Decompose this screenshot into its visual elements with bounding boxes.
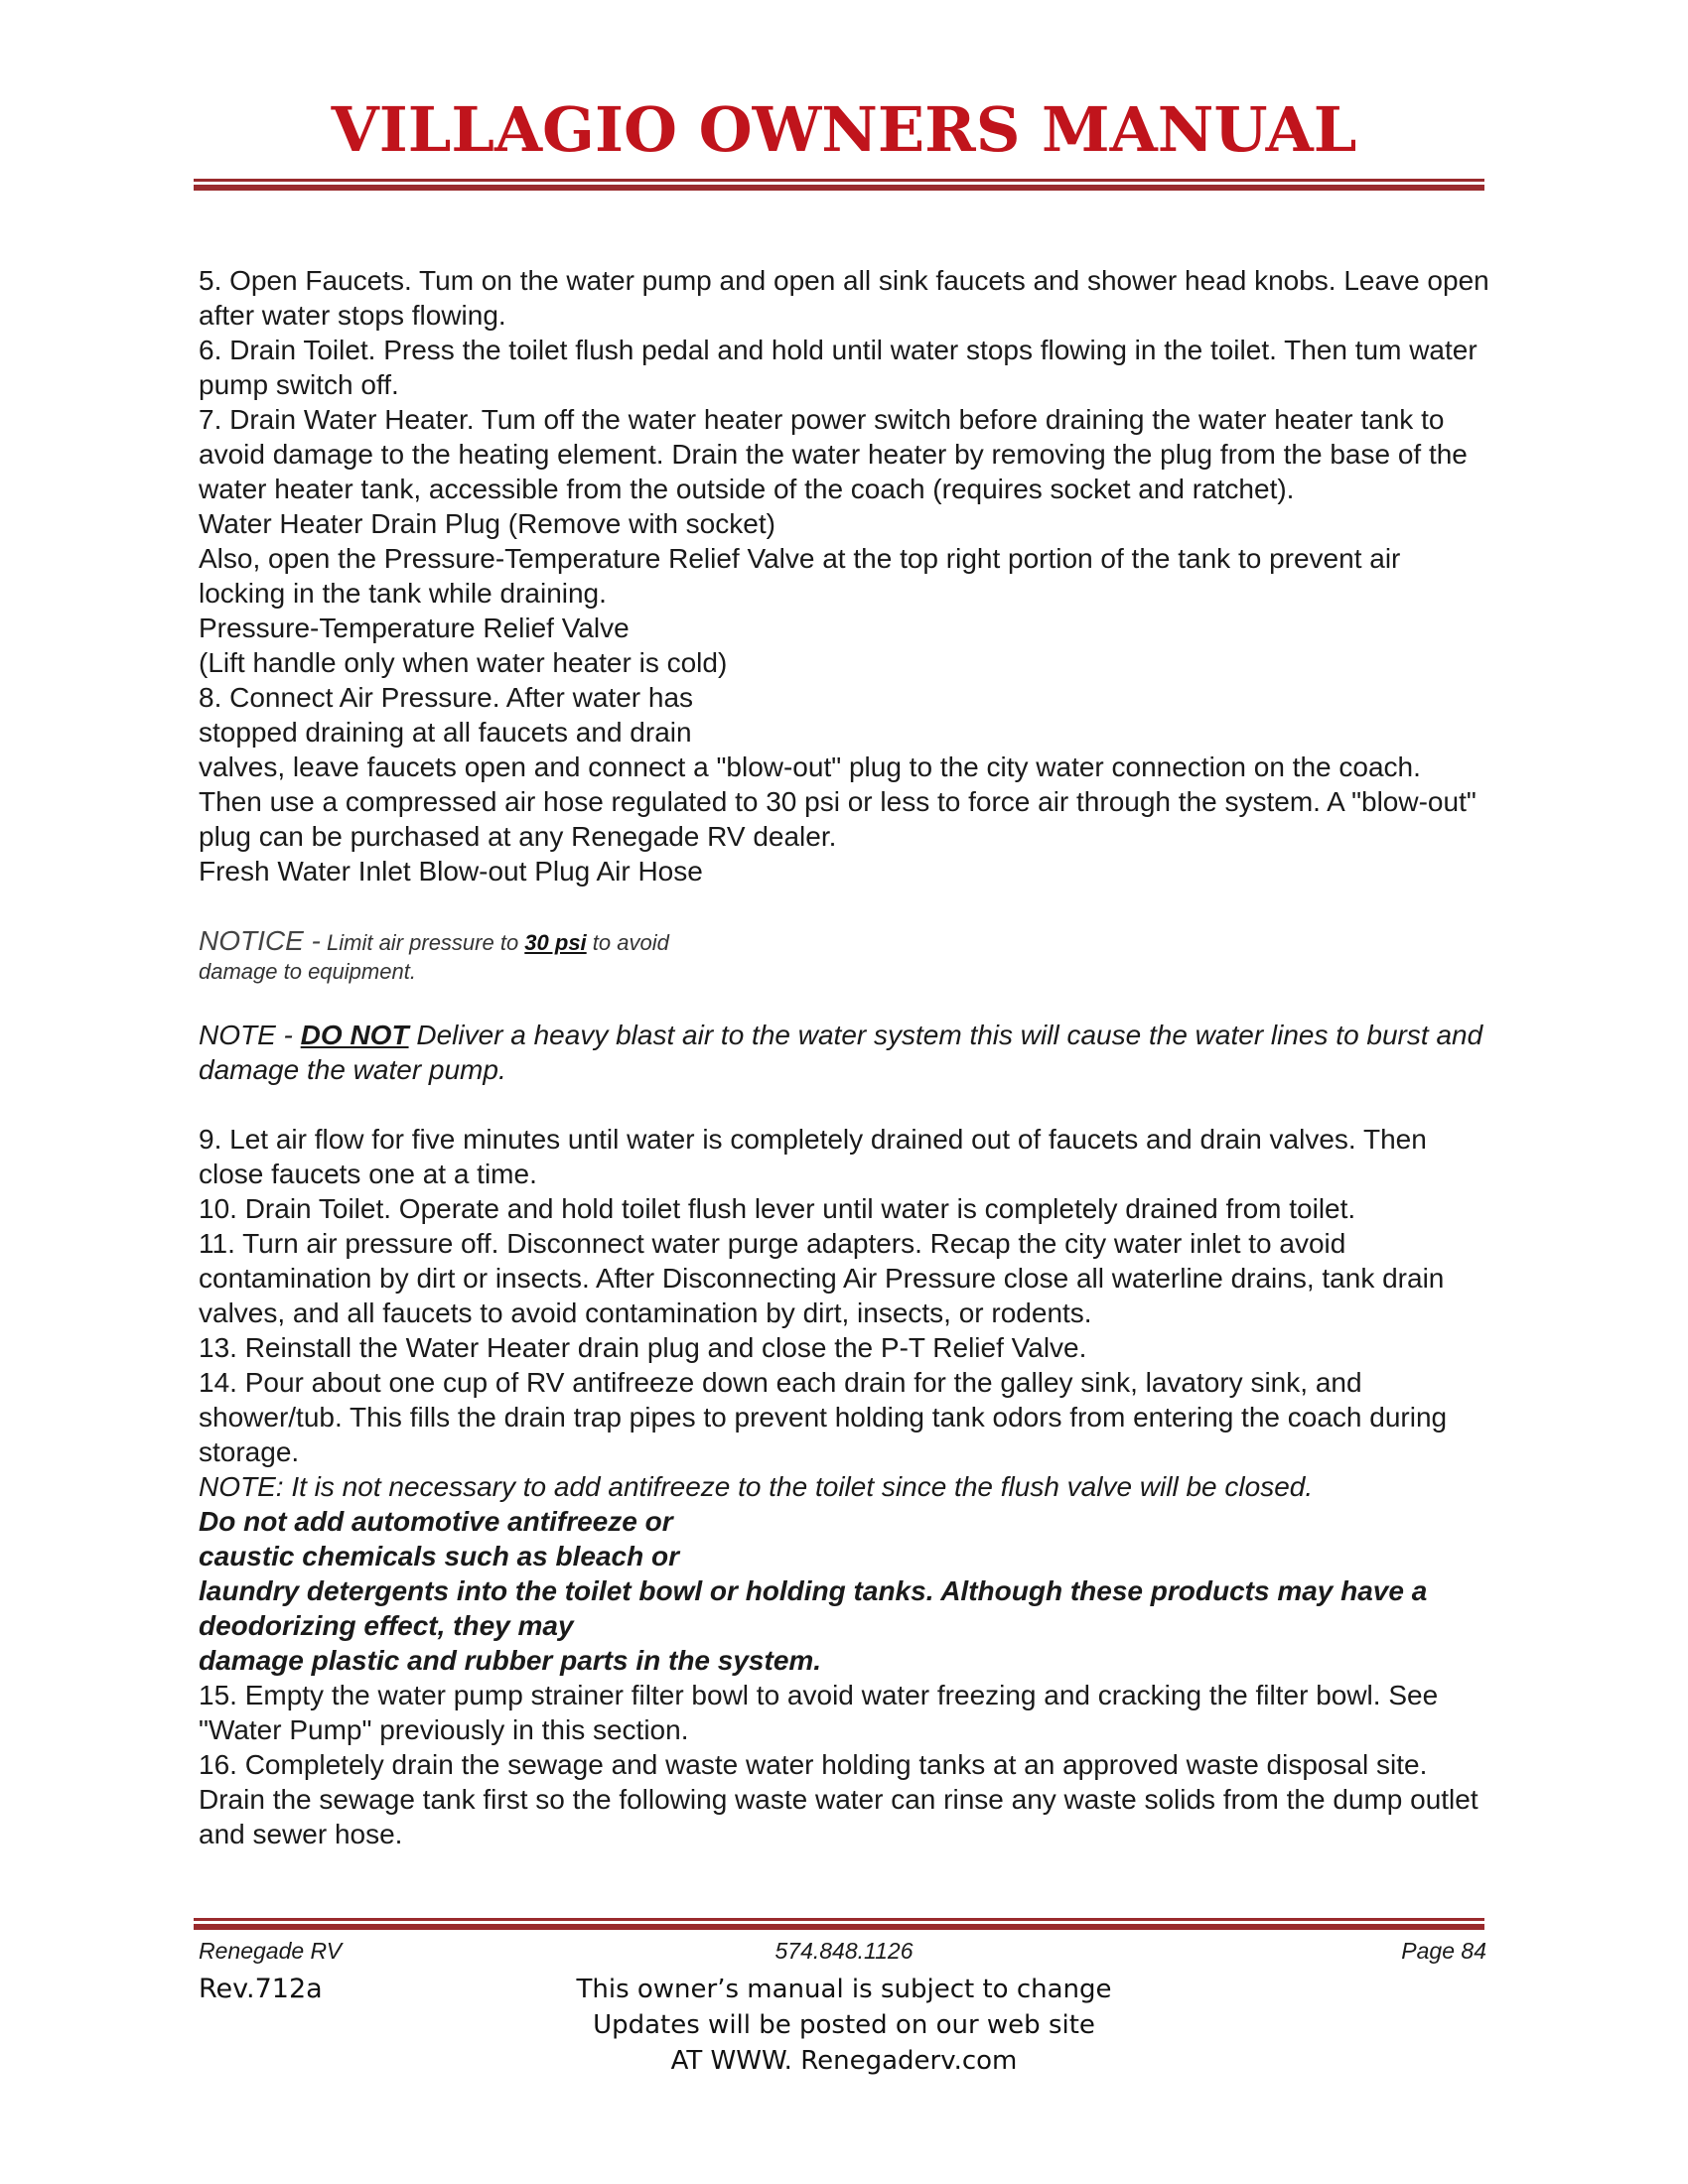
step-14: 14. Pour about one cup of RV antifreeze down each drain for the galley sink, lavatory sink, and shower/tub. This fills the drain trap pipes to prevent holding tank odors from entering the coach during storage. xyxy=(199,1367,1448,1467)
also-paragraph: Also, open the Pressure-Temperature Relief Valve at the top right portion of the tank to prevent air locking in the tank while draining. xyxy=(199,543,1401,609)
page-title: VILLAGIO OWNERS MANUAL xyxy=(331,93,1357,166)
step-7: 7. Drain Water Heater. Tum off the water heater power switch before draining the water heater tank to avoid damage to the heating element. Drain the water heater by removing the plug from the base of the water heater tank, accessible from the outside of the coach (requires socket and ratchet). xyxy=(199,404,1468,504)
notice-lead: NOTICE - xyxy=(199,925,321,956)
warning-line-2: caustic chemicals such as bleach or xyxy=(199,1541,680,1571)
footer-company: Renegade RV xyxy=(199,1938,343,1964)
step-15: 15. Empty the water pump strainer filter bowl to avoid water freezing and cracking the filter bowl. See "Water Pump" previously in this section. xyxy=(199,1680,1439,1745)
note-do-not: NOTE - DO NOT Deliver a heavy blast air to the water system this will cause the water lines to burst and damage the water pump. xyxy=(199,1020,1483,1085)
step-6: 6. Drain Toilet. Press the toilet flush pedal and hold until water stops flowing in the toilet. Then tum water pump switch off. xyxy=(199,335,1477,400)
footer-note-2: Updates will be posted on our web site xyxy=(593,2010,1095,2040)
step-11: 11. Turn air pressure off. Disconnect water purge adapters. Recap the city water inlet to avoid contamination by dirt or insects. After Disconnecting Air Pressure close all waterline drains, tank drain valves, and all faucets to avoid contamination by dirt, insects, or rodents. xyxy=(199,1228,1445,1328)
step-10: 10. Drain Toilet. Operate and hold toilet flush lever until water is completely drained from toilet. xyxy=(199,1193,1356,1224)
body-text xyxy=(199,263,1489,1851)
note-antifreeze: NOTE: It is not necessary to add antifreeze to the toilet since the flush valve will be closed. xyxy=(199,1471,1314,1502)
notice: NOTICE - Limit air pressure to 30 psi to avoid xyxy=(199,925,669,956)
notice-psi: 30 psi xyxy=(524,930,587,955)
step-8-line-2: stopped draining at all faucets and drain xyxy=(199,717,692,748)
warning-line-1: Do not add automotive antifreeze or xyxy=(199,1506,673,1537)
step-9: 9. Let air flow for five minutes until water is completely drained out of faucets and drain valves. Then close faucets one at a time. xyxy=(199,1124,1427,1189)
header-rule xyxy=(194,179,1484,193)
do-not-emphasis: DO NOT xyxy=(300,1020,409,1050)
footer-page-number: Page 84 xyxy=(1401,1938,1486,1964)
caption-inlet: Fresh Water Inlet Blow-out Plug Air Hose xyxy=(199,856,703,887)
step-8-rest: valves, leave faucets open and connect a "blow-out" plug to the city water connection on the coach. Then use a compressed air hose regulated to 30 psi or less to force air through the system. A "blow-out" plug can be purchased at any Renegade RV dealer. xyxy=(199,751,1477,852)
step-13: 13. Reinstall the Water Heater drain plug and close the P-T Relief Valve. xyxy=(199,1332,1087,1363)
caption-drain-plug: Water Heater Drain Plug (Remove with socket) xyxy=(199,508,775,539)
revision: Rev.712a xyxy=(199,1974,323,2004)
notice-continued: damage to equipment. xyxy=(199,959,416,984)
warning-line-3: laundry detergents into the toilet bowl or holding tanks. Although these products may have a deodorizing effect, they may xyxy=(199,1575,1428,1641)
footer-website: AT WWW. Renegaderv.com xyxy=(670,2046,1018,2076)
footer-phone: 574.848.1126 xyxy=(774,1938,914,1964)
warning-line-4: damage plastic and rubber parts in the system. xyxy=(199,1645,822,1676)
footer-rule xyxy=(194,1918,1484,1932)
footer-note-1: This owner’s manual is subject to change xyxy=(576,1975,1112,2004)
step-8-line-1: 8. Connect Air Pressure. After water has xyxy=(199,682,694,713)
step-5: 5. Open Faucets. Tum on the water pump and open all sink faucets and shower head knobs. Leave open after water stops flowing. xyxy=(199,265,1489,331)
caption-lift-handle: (Lift handle only when water heater is cold) xyxy=(199,647,728,678)
caption-pt-valve: Pressure-Temperature Relief Valve xyxy=(199,613,630,643)
step-16: 16. Completely drain the sewage and waste water holding tanks at an approved waste disposal site. Drain the sewage tank first so the following waste water can rinse any waste solids from the dump outlet and sewer hose. xyxy=(199,1749,1478,1849)
